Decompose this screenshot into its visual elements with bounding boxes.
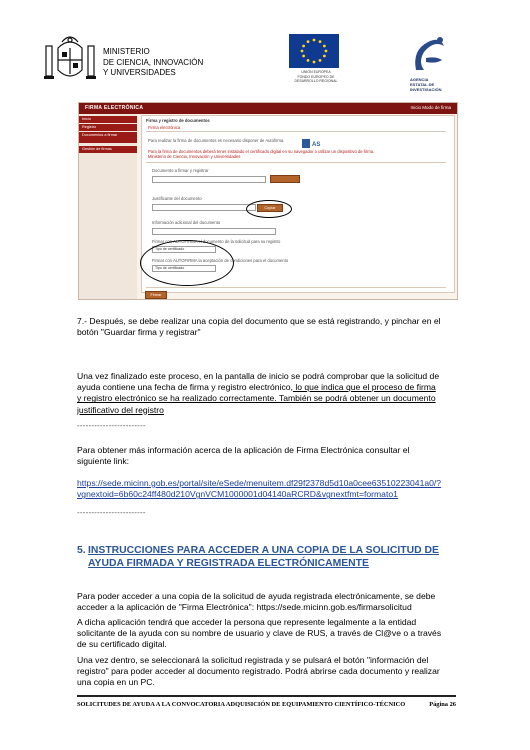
form-instruction: Para realizar la firma de documentos es necesario disponer de Autofirma. (148, 138, 285, 143)
app-topbar (79, 103, 457, 114)
doc-file-input[interactable] (152, 176, 266, 183)
info-field[interactable] (152, 228, 276, 235)
separator: ------------------------ (77, 508, 146, 517)
agency-caption-line: ESTATAL DE (410, 82, 435, 87)
text-line: siguiente link: (77, 456, 130, 467)
text-line (77, 382, 455, 393)
agency-logo (410, 30, 450, 76)
eu-flag-logo (289, 34, 339, 68)
doc-label: Documento a firmar y registrar (152, 168, 209, 173)
sede-link[interactable] (77, 478, 455, 500)
app-screenshot (78, 102, 458, 300)
footer-text: SOLICITUDES DE AYUDA A LA CONVOCATORIA ADQUISICIÓN DE EQUIPAMIENTO CIENTÍFICO-TÉCNICO (77, 701, 406, 708)
app-sidebar (79, 114, 137, 299)
section-5-heading (77, 544, 462, 570)
divider (146, 131, 446, 132)
link-line[interactable]: vgnextoid=6b60c24ff480d210VgnVCM1000001d04140aRCRD&vgnextfmt=formato1 (77, 489, 398, 500)
form-heading: Firma y registro de documentos (146, 118, 210, 123)
text-line: de su certificado digital. (77, 639, 167, 650)
browse-button[interactable] (270, 175, 300, 183)
eu-caption-line: UNIÓN EUROPEA (301, 70, 331, 74)
heading-line (77, 557, 462, 570)
text-line: acceder a la aplicación de "Firma Electrónica": https://sede.micinn.gob.es/firmarsolicitud (77, 602, 412, 613)
completion-paragraph (77, 371, 455, 416)
text-line: una copia en un PC. (77, 677, 155, 688)
steps-paragraph (77, 655, 455, 689)
sidebar-item-registro[interactable]: Registro (79, 124, 137, 132)
highlight-circle (140, 240, 234, 286)
ministry-line: DE CIENCIA, INNOVACIÓN (103, 57, 204, 67)
highlight-circle (246, 200, 292, 218)
representative-paragraph (77, 617, 455, 651)
info-label: Información adicional del documento (152, 220, 221, 225)
form-subheading: Firma electrónica (148, 125, 181, 130)
access-paragraph (77, 591, 455, 613)
separator: ------------------------ (77, 421, 146, 430)
app-title: FIRMA ELECTRÓNICA (85, 105, 144, 111)
copy-label: Justificante del documento (152, 196, 202, 201)
text-line: y registro electrónico se ha realizado correctamente. También se podrá obtener un documento (77, 393, 436, 404)
agency-caption-line: AGENCIA (410, 77, 429, 82)
form-warning: Para la firma de documentos deberá tener instalado el certificado digital en su navegador o utilizar un dispositivo de firma. (148, 149, 375, 154)
app-content (141, 115, 455, 293)
autofirma-logo (302, 135, 328, 148)
eu-caption (289, 70, 343, 84)
text-line: Para poder acceder a una copia de la solicitud de ayuda registrada electrónicamente, se debe (77, 591, 436, 601)
sidebar-item-documents[interactable]: Documentos a firmar (79, 132, 137, 144)
text-line: A dicha aplicación tendrá que acceder la persona que represente legalmente a la entidad (77, 617, 417, 627)
page-number: Página 26 (429, 701, 456, 708)
text-line: 7.- Después, se debe realizar una copia del documento que se está registrando, y pinchar en el (77, 316, 441, 326)
sign-option-a: Firmar con AUTOFIRMA el documento de la solicitud para su registro (152, 239, 281, 244)
copy-button[interactable]: Copiar (257, 204, 283, 212)
sign-option-b: Firmar con AUTOFIRMA la aceptación de condiciones para el documento (152, 258, 289, 263)
underlined-span: lo que indica que el proceso de firma (292, 382, 436, 393)
topbar-links[interactable]: Inicio Modo de firma (410, 105, 451, 110)
certificate-select-a[interactable]: Tipo de certificado (152, 246, 216, 253)
text-line: solicitante de la ayuda con su nombre de usuario y clave de RUS, a través de Cl@ve o a través (77, 628, 442, 639)
divider (146, 162, 446, 163)
text-line: justificativo del registro (77, 404, 164, 415)
ministry-line: MINISTERIO (103, 47, 150, 56)
text-line: registro" para poder acceder al documento registrado. Podrá abrirse cada documento y realizar (77, 666, 440, 677)
page-footer (77, 701, 456, 708)
divider (146, 287, 446, 288)
ministry-name (103, 47, 203, 79)
certificate-select-b[interactable]: Tipo de certificado (152, 265, 216, 272)
sign-button[interactable]: Firmar (145, 291, 167, 299)
eu-caption-line: DESARROLLO REGIONAL (294, 79, 338, 83)
link-line[interactable]: https://sede.micinn.gob.es/portal/site/eSede/menuitem.df29f2378d5d10a0cee63510223041a0/? (77, 478, 442, 488)
agency-caption (410, 77, 450, 92)
form-ministry: Ministerio de Ciencia, Innovación y Universidades (148, 154, 241, 159)
section-number: 5. (77, 545, 86, 556)
sidebar-item-home[interactable]: Inicio (79, 116, 137, 124)
text-span: ayuda contiene una fecha de firma y registro electrónico, (77, 382, 293, 393)
svg-text:AS: AS (312, 142, 321, 148)
heading-text: INSTRUCCIONES PARA ACCEDER A UNA COPIA DE LA SOLICITUD DE (88, 545, 439, 556)
sidebar-item-management[interactable]: Gestión de firmas (79, 146, 137, 154)
footer-rule (77, 695, 456, 697)
heading-line (77, 544, 462, 557)
text-line: Una vez dentro, se seleccionará la solicitud registrada y se pulsará el botón "información del (77, 655, 429, 665)
text-line: botón "Guardar firma y registrar" (77, 327, 201, 338)
text-line: Una vez finalizado este proceso, en la pantalla de inicio se podrá comprobar que la solicitud de (77, 371, 440, 381)
more-info-paragraph (77, 445, 455, 467)
ministry-line: Y UNIVERSIDADES (103, 68, 176, 77)
step-7-paragraph (77, 316, 455, 338)
agency-caption-line: INVESTIGACIÓN (410, 87, 442, 92)
copy-field[interactable] (152, 204, 256, 211)
heading-text: AYUDA FIRMADA Y REGISTRADA ELECTRÓNICAMENTE (88, 558, 369, 569)
text-line: Para obtener más información acerca de la aplicación de Firma Electrónica consultar el (77, 445, 410, 455)
spain-coat-of-arms-logo (42, 32, 98, 88)
eu-caption-line: FONDO EUROPEO DE (297, 74, 335, 79)
